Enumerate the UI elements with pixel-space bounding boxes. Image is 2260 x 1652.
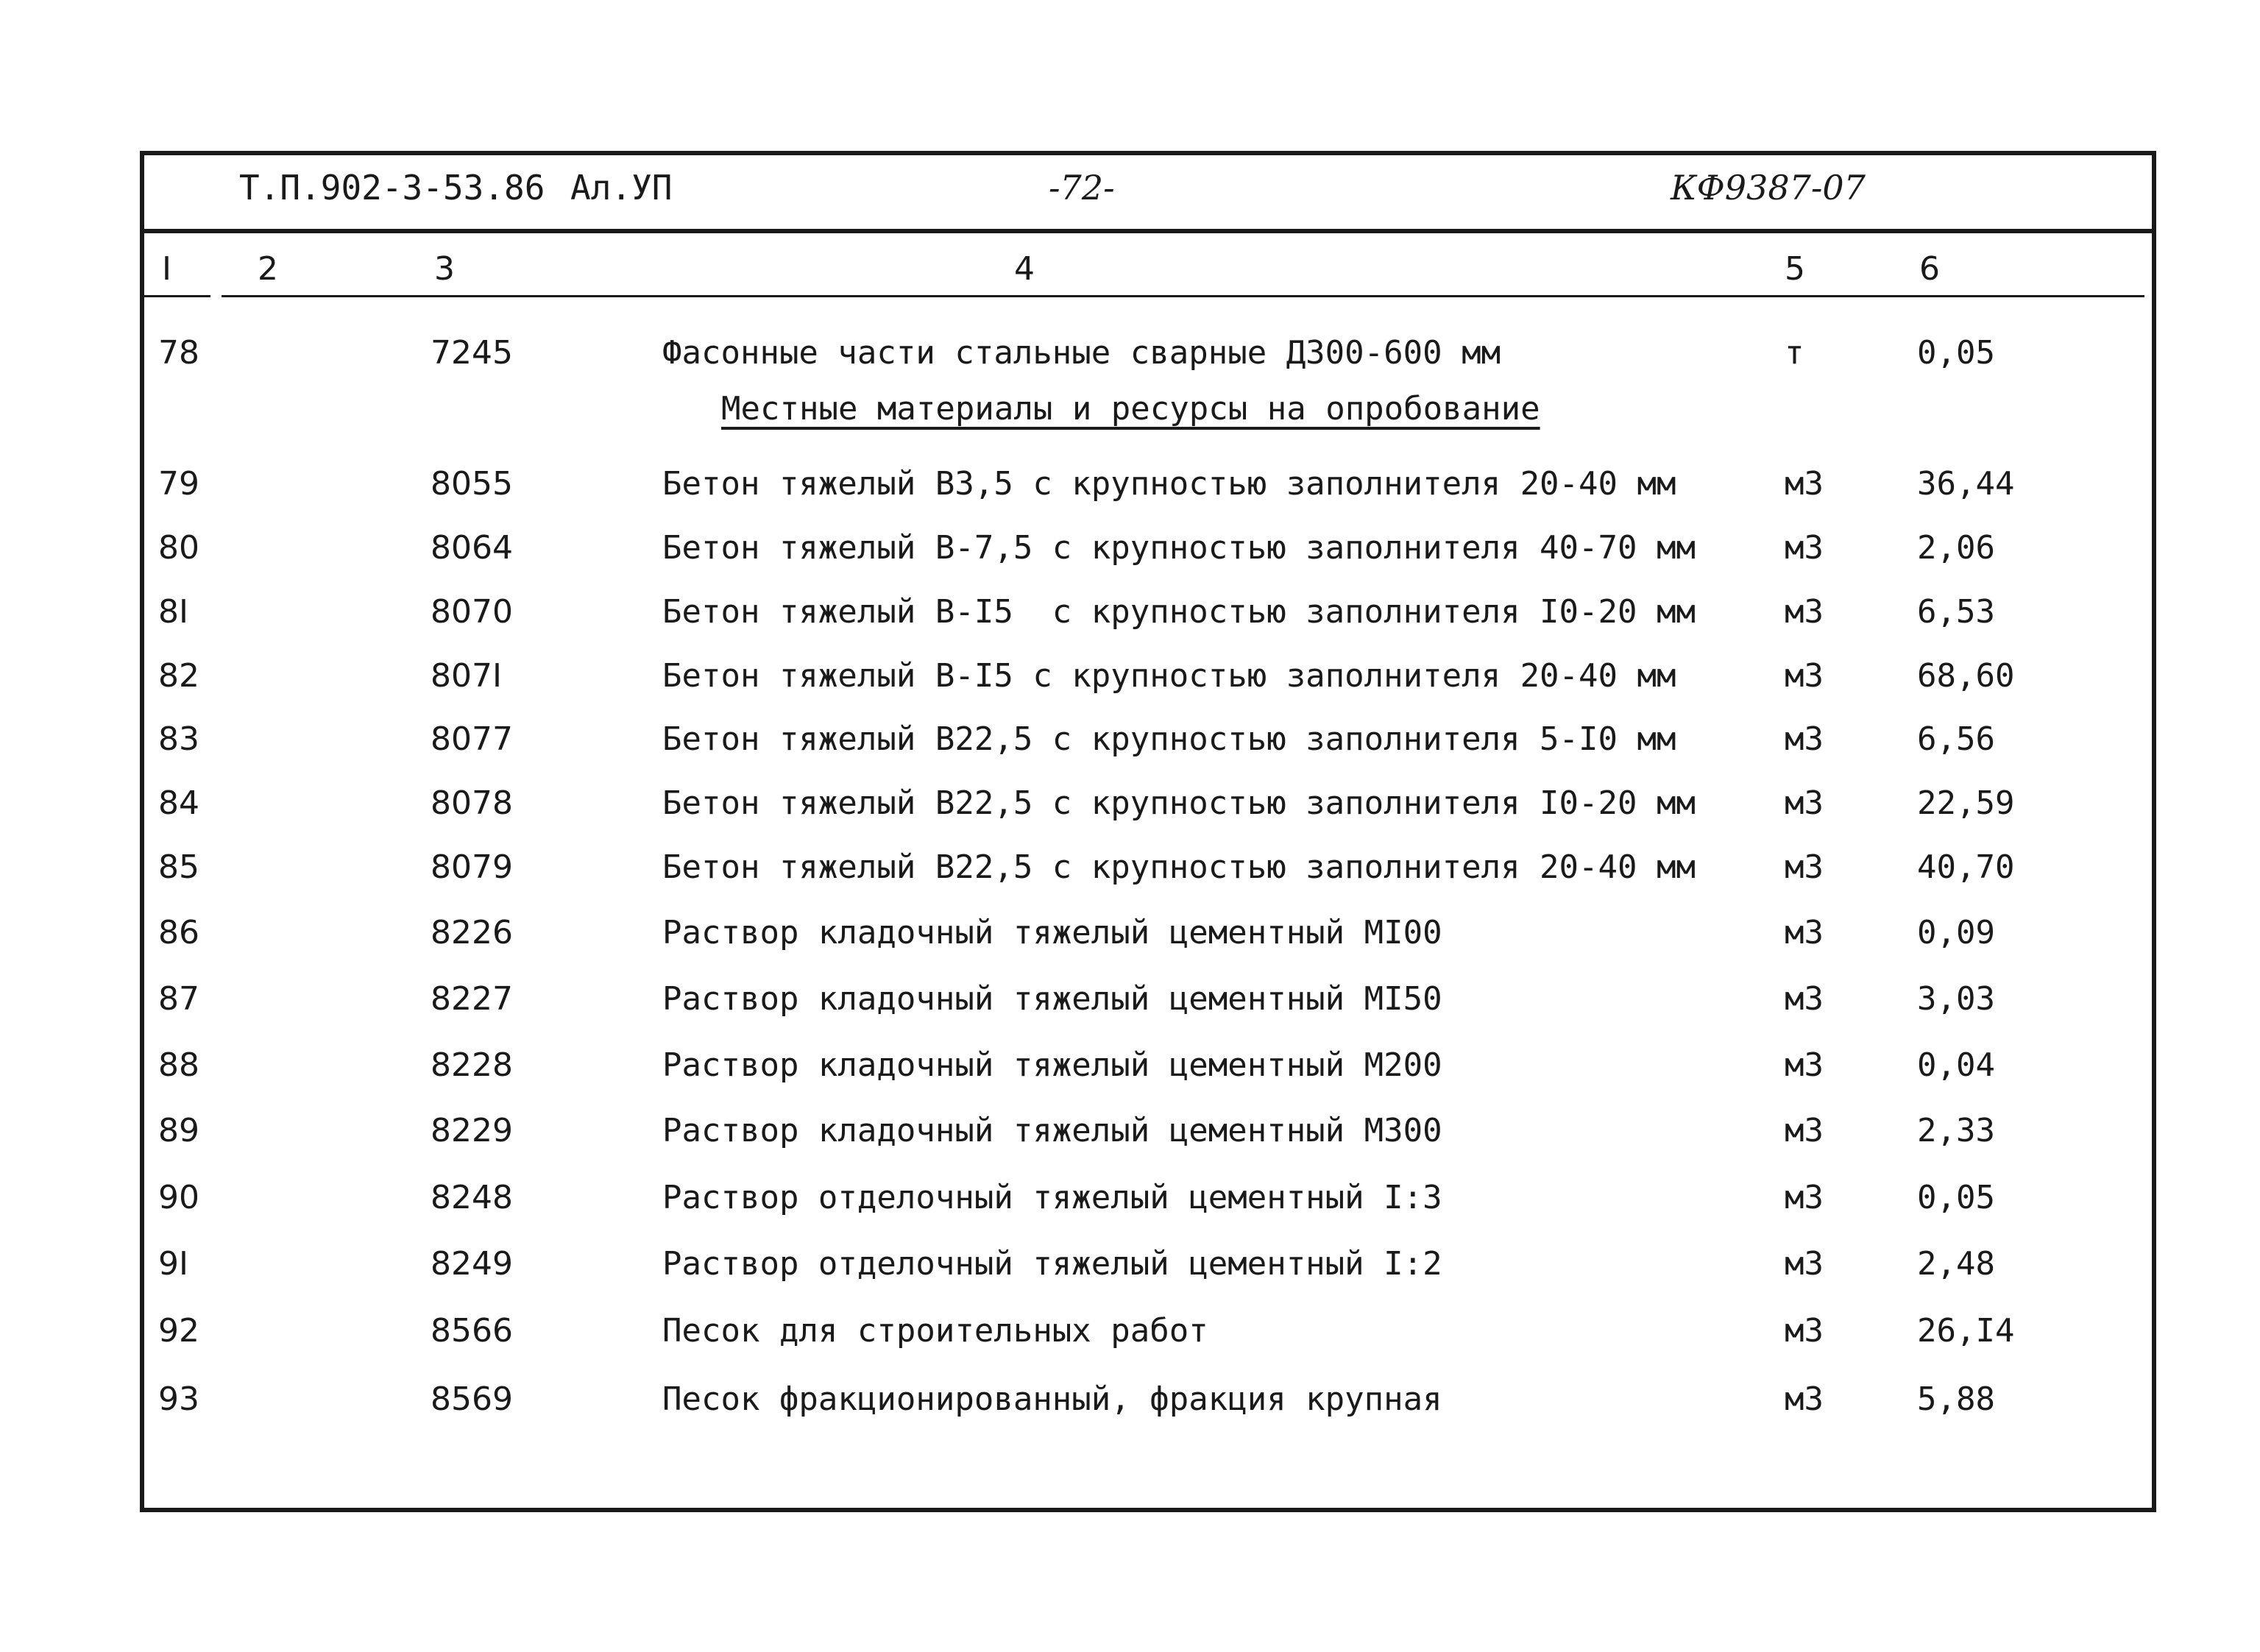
unit: м3 <box>1785 1046 1824 1084</box>
resource-code: 8064 <box>431 529 513 567</box>
page-number: -72- <box>1049 168 1115 208</box>
project-number: Т.П.902-3-53.86 <box>239 168 545 208</box>
quantity: 0,05 <box>1917 334 1995 372</box>
quantity: 2,06 <box>1917 529 1995 567</box>
quantity: 3,03 <box>1917 980 1995 1018</box>
row-number: 86 <box>158 914 199 951</box>
resource-code: 8077 <box>431 720 513 758</box>
table-row <box>0 970 2260 1029</box>
unit: м3 <box>1785 720 1824 758</box>
resource-code: 8070 <box>431 593 513 631</box>
row-number: 8I <box>158 593 188 631</box>
table-row <box>0 1169 2260 1227</box>
unit: м3 <box>1785 657 1824 695</box>
row-number: 93 <box>158 1380 199 1418</box>
resource-name: Раствор кладочный тяжелый цементный МI00 <box>662 914 1442 951</box>
quantity: 40,70 <box>1917 848 2015 886</box>
table-row <box>0 1102 2260 1160</box>
album-label: Ал.УП <box>570 168 673 208</box>
resource-name: Раствор кладочный тяжелый цементный М200 <box>662 1046 1442 1084</box>
table-row <box>0 1036 2260 1095</box>
unit: т <box>1785 334 1804 372</box>
unit: м3 <box>1785 593 1824 631</box>
resource-name: Фасонные части стальные сварные Д300-600 мм <box>662 334 1501 372</box>
resource-name: Раствор кладочный тяжелый цементный МI50 <box>662 980 1442 1018</box>
table-row <box>0 324 2260 383</box>
column-header-5: 5 <box>1785 250 1805 288</box>
quantity: 36,44 <box>1917 465 2015 503</box>
table-row <box>0 1370 2260 1429</box>
column-header-3: 3 <box>434 250 455 288</box>
table-row <box>0 455 2260 514</box>
resource-code: 8566 <box>431 1312 513 1350</box>
row-number: 90 <box>158 1179 199 1216</box>
resource-name: Бетон тяжелый В22,5 с крупностью заполнителя 20-40 мм <box>662 848 1696 886</box>
unit: м3 <box>1785 1312 1824 1350</box>
unit: м3 <box>1785 1179 1824 1216</box>
column-header-1: I <box>162 250 171 288</box>
column-header-divider-left <box>144 295 210 297</box>
row-number: 84 <box>158 784 199 822</box>
quantity: 26,I4 <box>1917 1312 2015 1350</box>
resource-name: Раствор кладочный тяжелый цементный М300 <box>662 1112 1442 1149</box>
row-number: 79 <box>158 465 199 503</box>
resource-code: 8228 <box>431 1046 513 1084</box>
quantity: 0,09 <box>1917 914 1995 951</box>
resource-code: 8079 <box>431 848 513 886</box>
row-number: 85 <box>158 848 199 886</box>
resource-code: 7245 <box>431 334 513 372</box>
row-number: 87 <box>158 980 199 1018</box>
table-row <box>0 1302 2260 1361</box>
quantity: 2,48 <box>1917 1245 1995 1283</box>
unit: м3 <box>1785 914 1824 951</box>
quantity: 2,33 <box>1917 1112 1995 1149</box>
row-number: 9I <box>158 1245 188 1283</box>
resource-name: Раствор отделочный тяжелый цементный I:2 <box>662 1245 1442 1283</box>
quantity: 5,88 <box>1917 1380 1995 1418</box>
quantity: 6,53 <box>1917 593 1995 631</box>
table-row <box>0 519 2260 578</box>
table-row <box>0 774 2260 833</box>
table-row <box>0 1235 2260 1294</box>
row-number: 78 <box>158 334 199 372</box>
resource-name: Бетон тяжелый В22,5 с крупностью заполнителя 5-I0 мм <box>662 720 1676 758</box>
quantity: 0,04 <box>1917 1046 1995 1084</box>
resource-name: Бетон тяжелый В-I5 с крупностью заполнителя 20-40 мм <box>662 657 1676 695</box>
column-header-2: 2 <box>258 250 278 288</box>
resource-name: Песок для строительных работ <box>662 1312 1208 1350</box>
row-number: 80 <box>158 529 199 567</box>
resource-code: 8249 <box>431 1245 513 1283</box>
unit: м3 <box>1785 1245 1824 1283</box>
table-row <box>0 647 2260 706</box>
header-divider <box>144 229 2152 233</box>
resource-code: 8227 <box>431 980 513 1018</box>
resource-name: Раствор отделочный тяжелый цементный I:3 <box>662 1179 1442 1216</box>
quantity: 22,59 <box>1917 784 2015 822</box>
document-code: КФ9387-07 <box>1671 168 1866 208</box>
column-header-4: 4 <box>1014 250 1035 288</box>
resource-code: 8078 <box>431 784 513 822</box>
row-number: 92 <box>158 1312 199 1350</box>
resource-code: 8248 <box>431 1179 513 1216</box>
resource-name: Песок фракционированный, фракция крупная <box>662 1380 1442 1418</box>
unit: м3 <box>1785 465 1824 503</box>
column-header-divider <box>222 295 2144 297</box>
row-number: 89 <box>158 1112 199 1149</box>
table-row <box>0 710 2260 769</box>
table-row <box>0 904 2260 963</box>
unit: м3 <box>1785 1112 1824 1149</box>
section-title: Местные материалы и ресурсы на опробование <box>721 390 1540 428</box>
quantity: 68,60 <box>1917 657 2015 695</box>
table-row <box>0 838 2260 897</box>
quantity: 6,56 <box>1917 720 1995 758</box>
resource-code: 8055 <box>431 465 513 503</box>
row-number: 83 <box>158 720 199 758</box>
table-row <box>0 583 2260 642</box>
resource-code: 8569 <box>431 1380 513 1418</box>
row-number: 82 <box>158 657 199 695</box>
row-number: 88 <box>158 1046 199 1084</box>
quantity: 0,05 <box>1917 1179 1995 1216</box>
resource-name: Бетон тяжелый В-I5 с крупностью заполнителя I0-20 мм <box>662 593 1696 631</box>
unit: м3 <box>1785 529 1824 567</box>
unit: м3 <box>1785 848 1824 886</box>
unit: м3 <box>1785 784 1824 822</box>
resource-name: Бетон тяжелый В3,5 с крупностью заполнителя 20-40 мм <box>662 465 1676 503</box>
resource-code: 807I <box>431 657 502 695</box>
resource-name: Бетон тяжелый В-7,5 с крупностью заполнителя 40-70 мм <box>662 529 1696 567</box>
resource-name: Бетон тяжелый В22,5 с крупностью заполнителя I0-20 мм <box>662 784 1696 822</box>
unit: м3 <box>1785 1380 1824 1418</box>
resource-code: 8226 <box>431 914 513 951</box>
resource-code: 8229 <box>431 1112 513 1149</box>
column-header-6: 6 <box>1919 250 1940 288</box>
unit: м3 <box>1785 980 1824 1018</box>
